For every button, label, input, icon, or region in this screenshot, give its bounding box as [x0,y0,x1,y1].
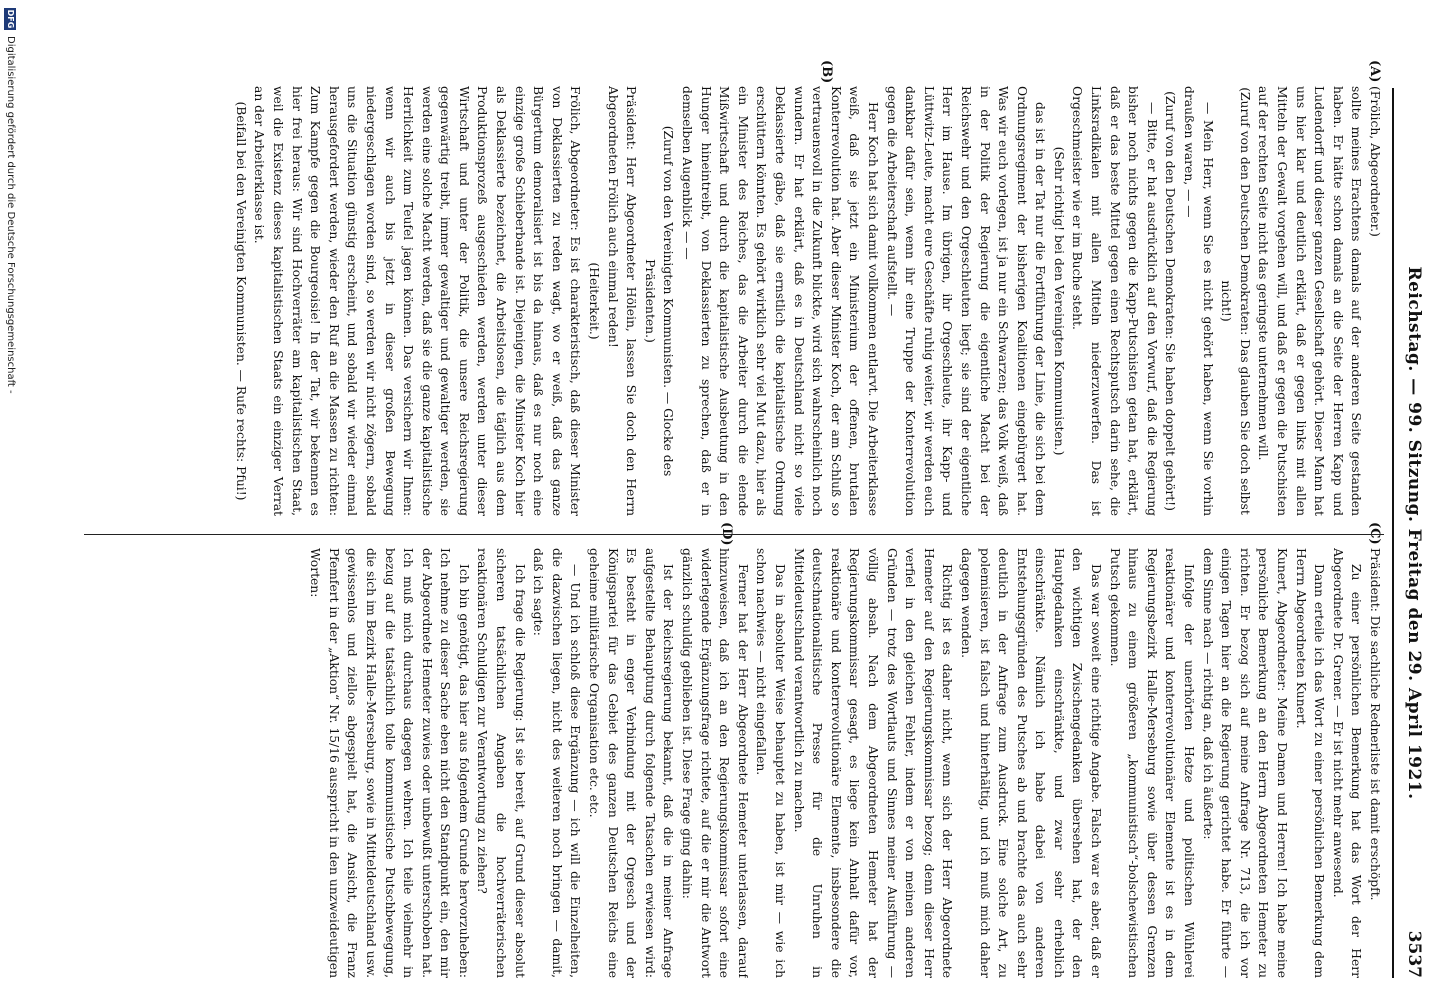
margin-mark-d: (D) [719,522,734,546]
paragraph: das ist in der Tat nur die Fortführung der Linie, die sich bei dem Ordnungsregiment der bisherigen Koalitionen eingebürgert hat. Was wir euch vorlegen, ist ja nur ein Schwarzen; das Volk weiß, daß in der Politik der Regierung die eigentliche Macht bei der Reichswehr und den Orgeschleuten liegt; sie sind der eigentliche Herr im Hause. Im übrigen, ihr Orgeschleute, ihr Kapp- und Lüttwitz-Leute, macht eure Geschäfte ruhig weiter, wir werden euch dankbar dafür sein, wenn ihr eine Truppe der Konterrevolution gegen die Arbeiterschaft aufstellt. — [884,86,1048,516]
paragraph: Infolge der unerhörten Hetze und politischen Wühlerei reaktionärer und konterrevolutionärer Elemente ist es in dem Regierungsbezirk Halle-Merseburg sowie über dessen Grenzen hinaus zu einem größeren „kommunistisch“-bolschewistischen Putsch gekommen. [1107,548,1197,978]
paragraph: (Zuruf von den Deutschen Demokraten: Das glauben Sie doch selbst nicht!) [1219,87,1252,515]
paragraph: Das in absoluter Weise behauptet zu haben, ist mir — wie ich schon nachwies — nicht eingefallen. [754,548,787,978]
paragraph: Ist der Reichsregierung bekannt, daß die in meiner Anfrage aufgestellte Behauptung durch folgende Tatsachen erwiesen wird: Es besteht in enger Verbindung mit der Orgesch und der Königspartei für das Gebiet des ganzen Deutschen Reichs eine geheime militärische Organisation etc. etc. [587,548,676,978]
paragraph: (Heiterkeit.) [587,262,602,340]
margin-mark-a: (A) [1367,60,1382,83]
paragraph: — Und ich schloß diese Ergänzung — ich will die Einzelheiten, die dazwischen liegen, nicht des weiteren noch bringen — damit, daß ich sagte: [531,548,583,978]
column-divider [84,534,1384,535]
dfg-logo: DFG [6,9,15,29]
paragraph: (Frölich, Abgeordneter.) [1368,86,1382,237]
paragraph: (Zuruf von den Vereinigten Kommunisten. — Glocke des Präsidenten.) [642,125,676,477]
paragraph: Zu einer persönlichen Bemerkung hat das Wort der Herr Abgeordnete Dr. Grener. — Er ist nicht mehr anwesend. [1330,548,1364,978]
paragraph: Ich bin genötigt, das hier aus folgendem Grunde hervorzuheben: Ich nehme zu dieser Sache eben nicht den Standpunkt ein, den mir der Abgeordnete Hemeter zuwies oder unbewußt unterschoben hat. Ich muß mich durchaus dagegen wehren. Ich teile vielmehr in bezug auf die tatsächlich tolle kommunistische Putschbewegung, die sich im Bezirk Halle-Merseburg, sowie in Mitteldeutschland usw. gewissenlos und ziellos abgespielt hat, die Ansicht, die Franz Pfemfert in der „Aktion“ Nr. 15/16 ausspricht in den unzweideutigen Worten: [308,548,471,978]
left-text-column [84,86,1384,516]
paragraph: Das war soweit eine richtige Angabe. Falsch war es aber, daß er den wichtigen Zwischengedanken übersehen hat, der den Hauptgedanken einschränkte, und zwar sehr erheblich einschränkte. Nämlich ich habe dabei von anderen Entstehungsgründen des Putsches ab und brachte das auch sehr deutlich in der Anfrage zum Ausdruck. Eine solche Art, zu polemisieren, ist falsch und hinterhältig, und ich muß mich daher dagegen wenden. [958,548,1104,978]
page-header [1392,88,1428,978]
paragraph: Richtig ist es daher nicht, wenn sich der Herr Abgeordnete Hemeter auf den Regierungskommissar bezog; denn dieser Herr verfiel in den gleichen Fehler, indem er von meinen anderen Gründen — trotz des Wortlauts und Sinnes meiner Ausführung — völlig absah. Nach dem Abgeordneten Hemeter hat der Regierungskommissar gesagt, es liege kein Anhalt dafür vor, reaktionäre und konterrevolutionäre Elemente, insbesondere die deutschnationalistische Presse für die Unruhen in Mitteldeutschland verantwortlich zu machen. [791,548,955,978]
paragraph: Herr Koch hat sich damit vollkommen entlarvt. Die Arbeiterklasse weiß, daß sie jetzt ein Ministerium der offenen, brutalen Konterrevolution hat. Aber dieser Minister Koch, der am Schluß so vertrauensvoll in die Zukunft blickte, wird sich wahrscheinlich noch wundern. Er hat erklärt, daß es in Deutschland nicht so viele Deklassierte gäbe, daß sie ernstlich die kapitalistische Ordnung erschüttern könnten. Es gehört wirklich sehr viel Mut dazu, hier als ein Minister des Reiches, das die Arbeiter durch die elende Mißwirtschaft und durch die kapitalistische Ausbeutung in den Hunger hineintreibt, von Deklassierten zu sprechen, daß er in demselben Augenblick — — [680,86,880,516]
paragraph: Dann erteile ich das Wort zu einer persönlichen Bemerkung dem Herrn Abgeordneten Kunert. [1293,548,1327,978]
paragraph: Ich frage die Regierung: Ist sie bereit, auf Grund dieser absolut sicheren tatsächlichen Angaben die hochverräterischen reaktionären Schuldigen zur Verantwortung zu ziehen? [475,548,527,978]
margin-mark-b: (B) [819,60,834,84]
paragraph: sollte meines Erachtens damals auf der anderen Seite gestanden haben. Er hätte schon damals an die Seite der Herren Kapp und Ludendorff und dieser ganzen Gesellschaft gehört. Dieser Mann hat uns hier klar und deutlich erklärt, daß er gegen links mit allen Mitteln der Gewalt vorgehen will, und daß er gegen die Putschisten auf der rechten Seite nicht das geringste unternehmen will. [1256,86,1364,516]
paragraph: Präsident: Herr Abgeordneter Hölein, lassen Sie doch den Herrn Abgeordneten Frölich auch einmal reden! [605,86,639,516]
right-text-column [84,548,1384,978]
paragraph: (Zuruf von den Deutschen Demokraten: Sie haben doppelt gehört!) [1163,91,1178,511]
page-footer [2,0,16,1000]
page-number: 3537 [1404,930,1424,978]
paragraph: Ferner hat der Herr Abgeordnete Hemeter unterlassen, darauf hinzuweisen, daß ich an den Regierungskommissar sofort eine widerlegende Ergänzungsfrage richtete, auf die er mir die Antwort gänzlich schuldig geblieben ist. Diese Frage ging dahin: [680,548,750,978]
paragraph: (Sehr richtig! bei den Vereinigten Kommunisten.) [1051,146,1066,456]
paragraph: — Mein Herr, wenn Sie es nicht gehört haben, wenn Sie vorhin draußen waren, — — [1182,86,1215,516]
paragraph: Präsident: Die sachliche Rednerliste ist damit erschöpft. [1368,548,1382,901]
margin-mark-c: (C) [1367,522,1382,545]
footer-credit-text: Digitalisierung gefördert durch die Deutsche Forschungsgemeinschaft - [5,36,16,394]
paragraph: — Bitte, er hat ausdrücklich auf den Vorwurf, daß die Regierung bisher noch nichts gegen die Kapp-Putschisten getan hat, erklärt, daß er das beste Mittel gegen einen Rechtsputsch darin sehe, die Linksradikalen mit allen Mitteln niederzuwerfen. Das ist Orgeschmeister wie er im Buche steht. [1070,86,1159,516]
paragraph: Kunert, Abgeordneter: Meine Damen und Herren! Ich habe meine persönliche Bemerkung an den Herrn Abgeordneten Hemeter zu richten. Er bezog sich auf meine Anfrage Nr. 713, die ich vor einigen Tagen hier an die Regierung gerichtet habe. Er führte — dem Sinne nach — richtig an, daß ich äußerte: [1200,548,1290,978]
paragraph: Frölich, Abgeordneter: Es ist charakteristisch, daß dieser Minister von Deklassierten zu reden wagt, wo er weiß, daß das ganze Bürgertum demoralisiert ist bis da hinaus, daß es nur noch eine einzige große Schieberbande ist. Diejenigen, die Minister Koch hier als Deklassierte bezeichnet, die Arbeitslosen, die täglich aus dem Produktionsprozeß ausgeschieden werden, werden unter dieser Wirtschaft und unter der Politik, die unsere Reichsregierung gegenwärtig treibt, immer gewaltiger und gewaltiger werden, sie werden eine solche Macht werden, daß sie die ganze kapitalistische Herrlichkeit zum Teufel jagen können. Das versichern wir Ihnen: wenn wir auch bis jetzt in dieser großen Bewegung niedergeschlagen worden sind, so werden wir nicht zögern, sobald uns die Situation günstig erscheint, und sobald wir wieder einmal herausgefordert werden, wieder den Ruf an die Massen zu richten: Zum Kampfe gegen die Bourgeoisie! In der Tat, wir bekennen es hier frei heraus: Wir sind Hochverräter am kapitalistischen Staat, weil die Existenz dieses kapitalistischen Staats ein einziger Verrat an der Arbeiterklasse ist. [252,86,583,516]
page-title: Reichstag. — 99. Sitzung. Freitag den 29. April 1921. [1404,266,1424,800]
paragraph: (Beifall bei den Vereinigten Kommunisten. — Rufe rechts: Pfui!) [233,101,248,501]
